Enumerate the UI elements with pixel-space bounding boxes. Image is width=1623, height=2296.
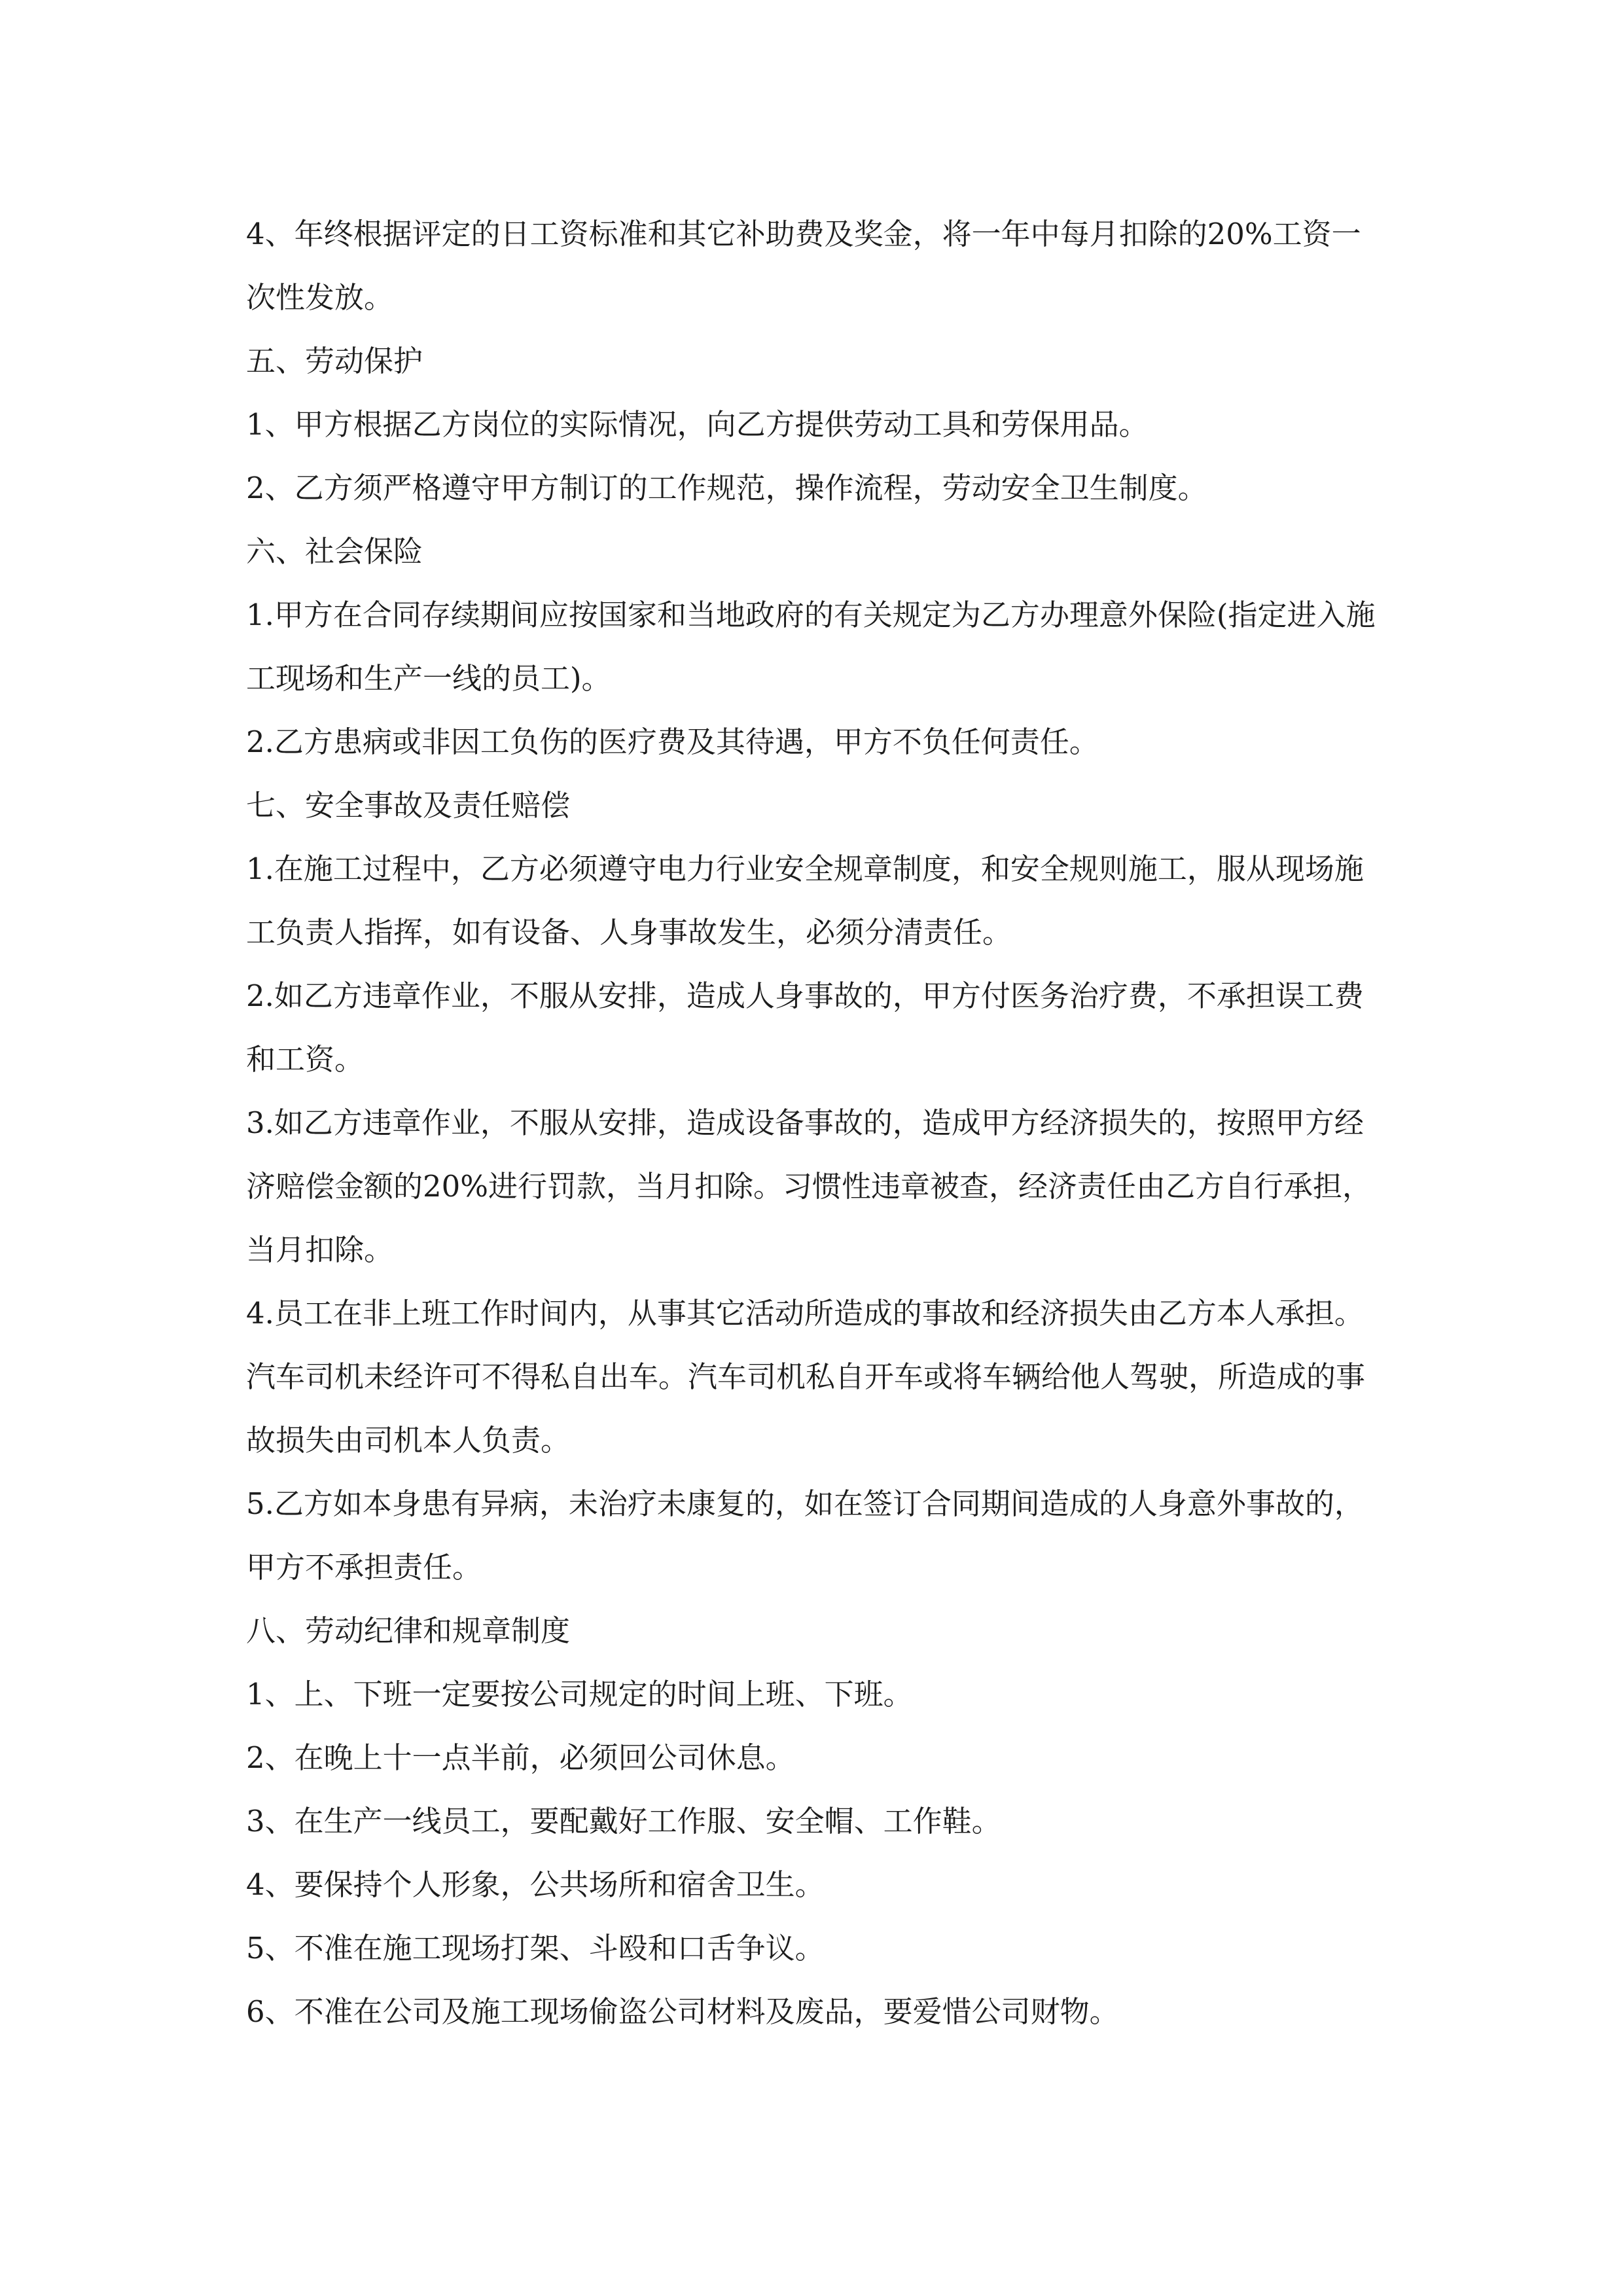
paragraph-discipline-6: 6、不准在公司及施工现场偷盗公司材料及废品，要爱惜公司财物。 xyxy=(246,1994,1119,2029)
paragraph-discipline-5: 5、不准在施工现场打架、斗殴和口舌争议。 xyxy=(246,1931,825,1965)
paragraph-safety-1: 1.在施工过程中，乙方必须遵守电力行业安全规章制度，和安全规则施工，服从现场施工负责人指挥，如有设备、人身事故发生，必须分清责任。 xyxy=(246,852,1364,950)
paragraph-safety-2: 2.如乙方违章作业，不服从安排，造成人身事故的，甲方付医务治疗费，不承担误工费和工资。 xyxy=(246,978,1364,1077)
paragraph-insurance-2: 2.乙方患病或非因工负伤的医疗费及其待遇，甲方不负任何责任。 xyxy=(246,725,1099,759)
document-body xyxy=(246,202,1380,2043)
heading-social-insurance: 六、社会保险 xyxy=(246,534,423,569)
paragraph-discipline-1: 1、上、下班一定要按公司规定的时间上班、下班。 xyxy=(246,1677,913,1712)
heading-labor-discipline: 八、劳动纪律和规章制度 xyxy=(246,1613,571,1648)
paragraph-insurance-1: 1.甲方在合同存续期间应按国家和当地政府的有关规定为乙方办理意外保险(指定进入施工现场和生产一线的员工)。 xyxy=(246,598,1376,696)
heading-labor-protection: 五、劳动保护 xyxy=(246,344,423,378)
paragraph-safety-3: 3.如乙方违章作业，不服从安排，造成设备事故的，造成甲方经济损失的，按照甲方经济赔偿金额的20%进行罚款，当月扣除。习惯性违章被查，经济责任由乙方自行承担，当月扣除。 xyxy=(246,1105,1372,1267)
paragraph-safety-5: 5.乙方如本身患有异病，未治疗未康复的，如在签订合同期间造成的人身意外事故的，甲方不承担责任。 xyxy=(246,1486,1364,1585)
paragraph-protection-1: 1、甲方根据乙方岗位的实际情况，向乙方提供劳动工具和劳保用品。 xyxy=(246,407,1149,442)
paragraph-discipline-3: 3、在生产一线员工，要配戴好工作服、安全帽、工作鞋。 xyxy=(246,1804,1001,1839)
paragraph-wage-payment: 4、年终根据评定的日工资标准和其它补助费及奖金，将一年中每月扣除的20%工资一次性发放。 xyxy=(246,217,1361,315)
heading-safety-liability: 七、安全事故及责任赔偿 xyxy=(246,788,571,823)
paragraph-safety-4: 4.员工在非上班工作时间内，从事其它活动所造成的事故和经济损失由乙方本人承担。汽车司机未经许可不得私自出车。汽车司机私自开车或将车辆给他人驾驶，所造成的事故损失由司机本人负责。 xyxy=(246,1296,1366,1458)
paragraph-discipline-4: 4、要保持个人形象，公共场所和宿舍卫生。 xyxy=(246,1867,825,1902)
paragraph-discipline-2: 2、在晚上十一点半前，必须回公司休息。 xyxy=(246,1740,795,1775)
paragraph-protection-2: 2、乙方须严格遵守甲方制订的工作规范，操作流程，劳动安全卫生制度。 xyxy=(246,471,1207,505)
